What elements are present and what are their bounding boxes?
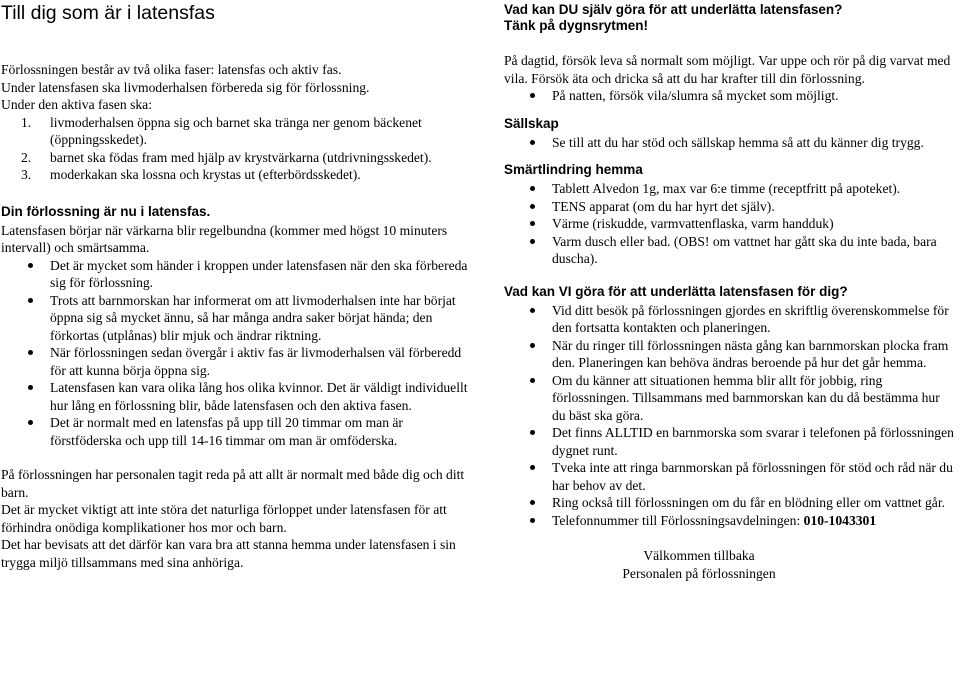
- bullet-item: TENS apparat (om du har hyrt det själv).: [504, 198, 956, 216]
- intro-line: Förlossningen består av två olika faser: latensfas och aktiv fas.: [1, 62, 342, 77]
- bullet-item: Det finns ALLTID en barnmorska som svarar i telefonen på förlossningen dygnet runt.: [504, 424, 956, 459]
- smartlindring-heading: Smärtlindring hemma: [504, 162, 643, 177]
- welcome-line: Personalen på förlossningen: [622, 565, 776, 581]
- bullet-item: Om du känner att situationen hemma blir allt för jobbig, ring förlossningen. Tillsammans med barnmorskan kan du då bestämma hur du bäst ska göra.: [504, 372, 956, 425]
- bullet-item: Tveka inte att ringa barnmorskan på förlossningen för stöd och råd när du har behov av det.: [504, 459, 956, 494]
- phase-step: 3. moderkakan ska lossna och krystas ut (efterbördsskedet).: [21, 167, 361, 182]
- dygnsrytm-bullets: [504, 87, 956, 105]
- bullet-item: Varm dusch eller bad. (OBS! om vattnet har gått ska du inte bada, bara duscha).: [504, 233, 956, 268]
- closing-paragraph: På förlossningen har personalen tagit reda på att allt är normalt med både dig och ditt barn.: [1, 467, 465, 500]
- bullet-item: Se till att du har stöd och sällskap hemma så att du känner dig trygg.: [504, 134, 956, 152]
- bullet-item: Trots att barnmorskan har informerat om att livmoderhalsen inte har börjat öppna sig så mycket ännu, så har många andra saker börjat hända; den förkortas (utplånas) blir mjuk och ändrar riktning.: [1, 292, 471, 345]
- phase-steps-list: [1, 114, 471, 184]
- bullet-item: På natten, försök vila/slumra så mycket som möjligt.: [504, 87, 956, 105]
- bullet-item: Det är mycket som händer i kroppen under latensfasen när den ska förbereda sig för förlossning.: [1, 257, 471, 292]
- sallskap-heading: Sällskap: [504, 115, 559, 131]
- page-title: Till dig som är i latensfas: [1, 2, 215, 24]
- phone-bullet: Telefonnummer till Förlossningsavdelningen: 010-1043301: [504, 512, 956, 530]
- bullet-item: När du ringer till förlossningen nästa gång kan barnmorskan plocka fram den. Planeringen kan behöva ändras beroende på hur det går hemma.: [504, 337, 956, 372]
- bullet-item: Tablett Alvedon 1g, max var 6:e timme (receptfritt på apoteket).: [504, 180, 956, 198]
- intro-line: Under latensfasen ska livmoderhalsen förbereda sig för förlossning.: [1, 79, 370, 95]
- bullet-item: Vid ditt besök på förlossningen gjordes en skriftlig överenskommelse för den fortsatta kontakten och planeringen.: [504, 302, 956, 337]
- staff-help-heading: Vad kan VI göra för att underlätta latensfasen för dig?: [504, 283, 848, 299]
- latensfas-intro: Latensfasen börjar när värkarna blir regelbundna (kommer med högst 10 minuters intervall) och smärtsamma.: [1, 222, 448, 255]
- bullet-item: När förlossningen sedan övergår i aktiv fas är livmoderhalsen väl förberedd för att kunna börja öppna sig.: [1, 344, 471, 379]
- latensfas-bullets: [1, 257, 471, 450]
- closing-block: [1, 466, 471, 571]
- right-column: [504, 0, 956, 582]
- phase-step: 1. livmoderhalsen öppna sig och barnet ska tränga ner genom bäckenet (öppningsskedet).: [21, 114, 422, 147]
- dygnsrytm-text: På dagtid, försök leva så normalt som möjligt. Var uppe och rör på dig varvat med vila. Försök äta och dricka så att du har krafter till din förlossning.: [504, 53, 951, 86]
- sallskap-bullets: [504, 134, 956, 152]
- left-column: [1, 0, 471, 571]
- welcome-block: [504, 547, 894, 582]
- phase-step: 2. barnet ska födas fram med hjälp av krystvärkarna (utdrivningsskedet).: [21, 149, 432, 165]
- staff-help-bullets: [504, 302, 956, 530]
- smartlindring-bullets: [504, 180, 956, 268]
- bullet-item: Värme (riskudde, varmvattenflaska, varm handduk): [504, 215, 956, 233]
- bullet-item: Ring också till förlossningen om du får en blödning eller om vattnet går.: [504, 494, 956, 512]
- intro-block: [1, 61, 471, 114]
- bullet-item: Det är normalt med en latensfas på upp till 20 timmar om man är förstföderska och upp till 14-16 timmar om man är omföderska.: [1, 414, 471, 449]
- closing-paragraph: Det är mycket viktigt att inte störa det naturliga förloppet under latensfasen för att förhindra onödiga komplikationer hos mor och barn.: [1, 502, 447, 535]
- bullet-item: Latensfasen kan vara olika lång hos olika kvinnor. Det är väldigt individuellt hur lång en förlossning blir, både latensfasen och den aktiva fasen.: [1, 379, 471, 414]
- welcome-line: Välkommen tillbaka: [643, 548, 755, 563]
- intro-line: Under den aktiva fasen ska:: [1, 97, 152, 112]
- self-help-heading: Vad kan DU själv göra för att underlätta latensfasen? Tänk på dygnsrytmen!: [504, 2, 843, 33]
- latensfas-heading: Din förlossning är nu i latensfas.: [1, 203, 211, 219]
- closing-paragraph: Det har bevisats att det därför kan vara bra att stanna hemma under latensfasen i sin trygga miljö tillsammans med sina anhöriga.: [1, 537, 456, 570]
- phone-number: 010-1043301: [803, 512, 877, 528]
